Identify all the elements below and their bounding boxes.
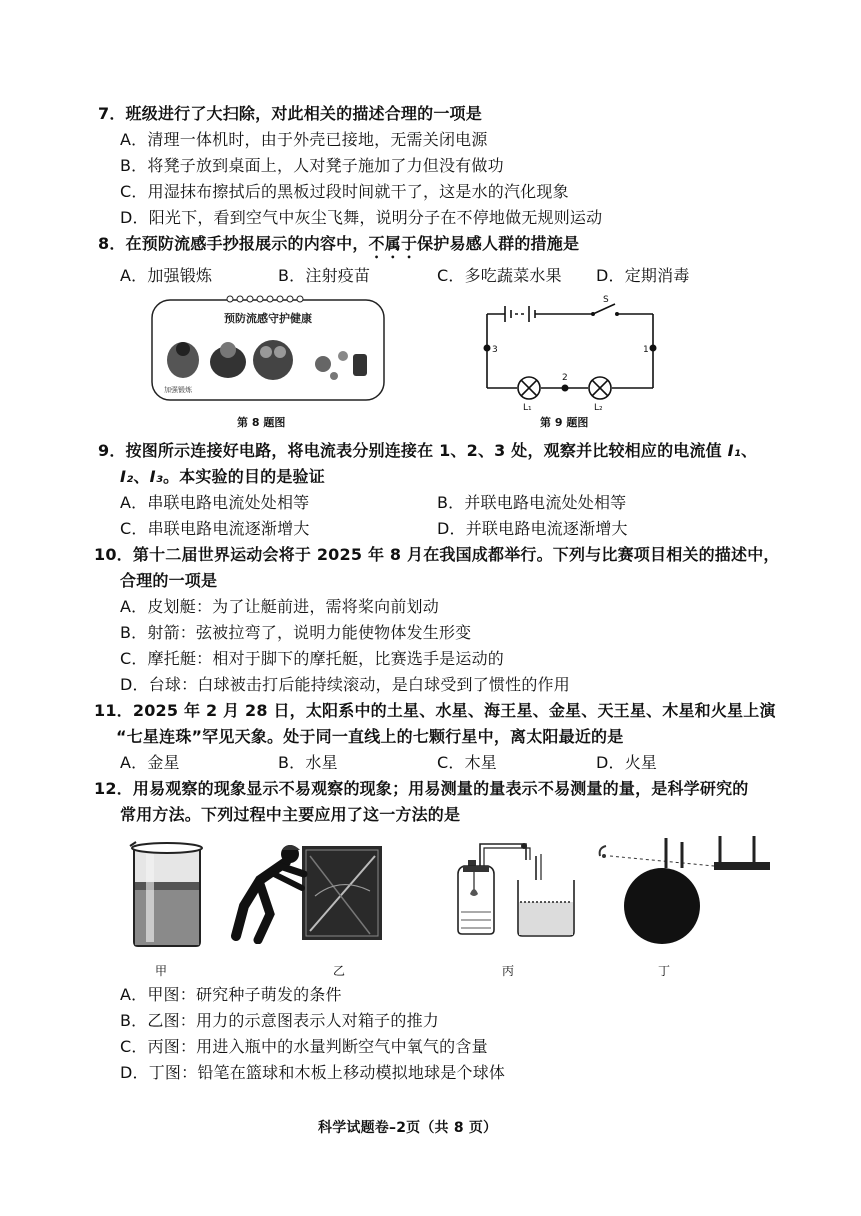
q9-option-b: B．并联电路电流处处相等 [437,493,627,512]
label-jia: 甲 [155,964,168,978]
poster-label: 加强锻炼 [164,386,192,394]
q9-option-c: C．串联电路电流逐渐增大 [120,519,310,538]
q11-option-d: D．火星 [596,753,658,772]
beaker-figure [126,838,208,950]
label-l2: L₂ [594,403,603,412]
q9-stem-pre: 9．按图所示连接好电路，将电流表分别连接在 1、2、3 处，观察并比较相应的电流值 [98,441,728,460]
q10-option-d: D．台球：白球被击打后能持续滚动，是白球受到了惯性的作用 [120,675,570,694]
q9-figure-caption: 第 9 题图 [540,416,589,429]
q12-option-c: C．丙图：用进入瓶中的水量判断空气中氧气的含量 [120,1037,488,1056]
ball-board-figure [594,832,774,944]
q9-option-d: D．并联电路电流逐渐增大 [437,519,628,538]
q7-stem: 7．班级进行了大扫除，对此相关的描述合理的一项是 [98,104,482,123]
q12-stem-line1: 12．用易观察的现象显示不易观察的现象；用易测量的量表示不易测量的量，是科学研究的 [94,779,749,798]
q9-i2: I₂ [120,467,134,486]
q9-option-a: A．串联电路电流处处相等 [120,493,310,512]
label-bing: 丙 [502,964,515,978]
label-ding: 丁 [658,964,671,978]
poster-title: 预防流感守护健康 [224,312,312,325]
q8-stem [98,233,579,262]
q12-option-a: A．甲图：研究种子萌发的条件 [120,985,342,1004]
label-s: S [603,295,609,305]
q8-stem-pre: 8．在预防流感手抄报展示的内容中， [98,234,369,253]
q9-stem-post: 。本实验的目的是验证 [162,467,325,486]
q10-option-c: C．摩托艇：相对于脚下的摩托艇，比赛选手是运动的 [120,649,504,668]
page-footer: 科学试题卷–2页（共 8 页） [318,1120,498,1136]
q8-figure-caption: 第 8 题图 [237,416,286,429]
push-box-figure [230,836,385,944]
q10-option-b: B．射箭：弦被拉弯了，说明力能使物体发生形变 [120,623,472,642]
q7-option-a: A．清理一体机时，由于外壳已接地，无需关闭电源 [120,130,488,149]
q9-i1: I₁ [727,441,742,460]
q9-i3: I₃ [149,467,163,486]
q11-stem-line2: “七星连珠”罕见天象。处于同一直线上的七颗行星中，离太阳最近的是 [116,727,624,746]
q8-stem-post: 保护易感人群的措施是 [417,234,580,253]
q10-stem-line2: 合理的一项是 [120,571,218,590]
q11-option-a: A．金星 [120,753,180,772]
label-3: 3 [492,345,498,355]
q7-option-b: B．将凳子放到桌面上，人对凳子施加了力但没有做功 [120,156,504,175]
circuit-figure [475,292,665,412]
q10-stem-line1: 10．第十二届世界运动会将于 2025 年 8 月在我国成都举行。下列与比赛项目相关的描述中， [94,545,780,564]
q12-stem-line2: 常用方法。下列过程中主要应用了这一方法的是 [120,805,461,824]
q11-option-c: C．木星 [437,753,497,772]
q7-option-c: C．用湿抹布擦拭后的黑板过段时间就干了，这是水的汽化现象 [120,182,569,201]
label-1: 1 [643,345,649,355]
q8-stem-emphasis: 不属于 [368,234,418,253]
q11-stem-line1: 11．2025 年 2 月 28 日，太阳系中的土星、水星、海王星、金星、天王星、木星和火星上演 [94,701,776,720]
q9-sep: 、 [741,441,758,460]
q8-option-a: A．加强锻炼 [120,266,213,285]
q8-option-d: D．定期消毒 [596,266,690,285]
q8-option-b: B．注射疫苗 [278,266,371,285]
label-2: 2 [562,373,568,383]
q9-stem-line1 [98,440,757,462]
q8-option-c: C．多吃蔬菜水果 [437,266,562,285]
q12-option-d: D．丁图：铅笔在篮球和木板上移动模拟地球是个球体 [120,1063,506,1082]
q10-option-a: A．皮划艇：为了让艇前进，需将桨向前划动 [120,597,439,616]
label-yi: 乙 [333,964,346,978]
q7-option-d: D．阳光下，看到空气中灰尘飞舞，说明分子在不停地做无规则运动 [120,208,603,227]
q9-sep2: 、 [133,467,150,486]
oxygen-apparatus-figure [448,832,578,940]
q9-stem-line2 [120,466,325,488]
q12-option-b: B．乙图：用力的示意图表示人对箱子的推力 [120,1011,439,1030]
q11-option-b: B．水星 [278,753,338,772]
label-l1: L₁ [523,403,532,412]
flu-poster-figure [148,294,388,406]
